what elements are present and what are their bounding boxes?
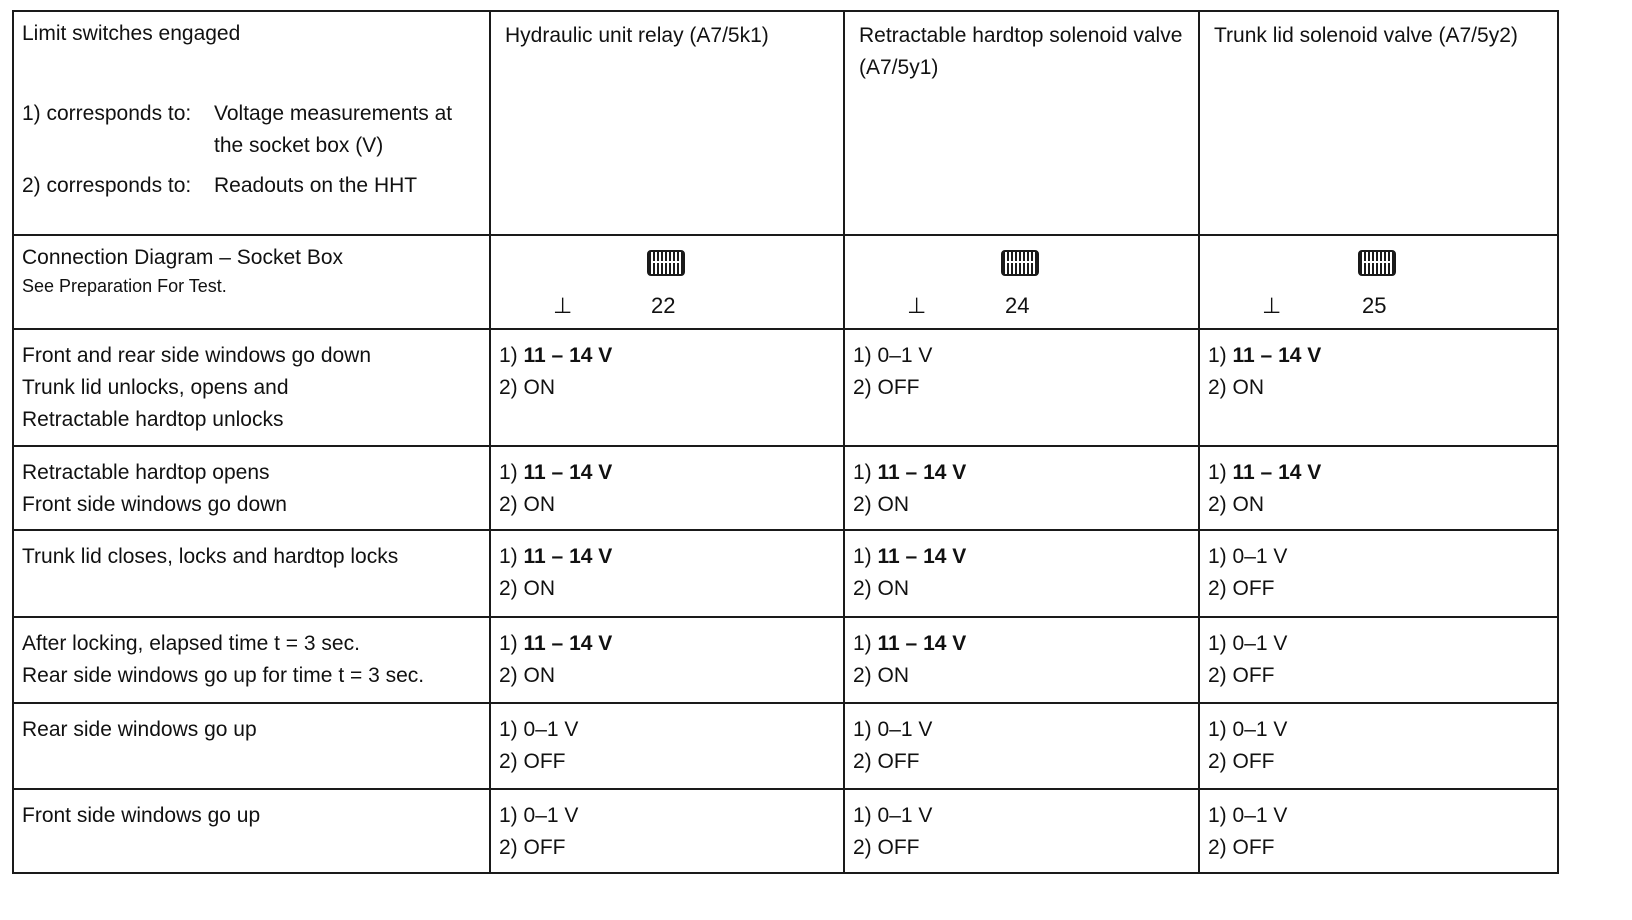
voltage-reading bbox=[853, 628, 1190, 660]
limit-switch-test-table bbox=[12, 10, 1559, 874]
socket-connector-icon bbox=[1001, 250, 1039, 276]
voltage-value: 11 – 14 V bbox=[877, 632, 967, 655]
hht-readout: 2) OFF bbox=[1208, 664, 1275, 687]
connection-title: Connection Diagram – Socket Box bbox=[22, 246, 343, 269]
voltage-value: 11 – 14 V bbox=[523, 344, 613, 367]
reading-cell bbox=[1199, 446, 1558, 530]
voltage-reading bbox=[853, 457, 1190, 489]
condition-line: Retractable hardtop opens bbox=[22, 461, 270, 484]
table-row bbox=[13, 530, 1558, 617]
reading-cell bbox=[844, 446, 1199, 530]
connection-cell-2 bbox=[844, 235, 1199, 329]
pin-number: 24 bbox=[1005, 293, 1030, 318]
reading-cell bbox=[1199, 617, 1558, 703]
voltage-prefix: 1) bbox=[499, 632, 524, 655]
voltage-value: 11 – 14 V bbox=[523, 632, 613, 655]
reading-cell bbox=[1199, 329, 1558, 446]
voltage-prefix: 1) bbox=[853, 344, 878, 367]
hht-readout: 2) ON bbox=[499, 577, 556, 600]
hht-readout: 2) OFF bbox=[853, 836, 920, 859]
voltage-prefix: 1) bbox=[499, 461, 524, 484]
header-row bbox=[13, 11, 1558, 235]
reading-cell bbox=[490, 530, 844, 617]
voltage-value: 0–1 V bbox=[1232, 632, 1288, 655]
condition-cell bbox=[13, 703, 490, 789]
voltage-prefix: 1) bbox=[499, 718, 524, 741]
voltage-prefix: 1) bbox=[1208, 344, 1233, 367]
connection-cell-3 bbox=[1199, 235, 1558, 329]
reading-cell bbox=[844, 703, 1199, 789]
reading-cell bbox=[844, 617, 1199, 703]
reading-cell bbox=[1199, 530, 1558, 617]
hht-readout: 2) OFF bbox=[1208, 836, 1275, 859]
voltage-reading bbox=[853, 800, 1190, 832]
voltage-value: 11 – 14 V bbox=[1232, 461, 1322, 484]
column-header-label: Hydraulic unit relay (A7/5k1) bbox=[505, 24, 769, 47]
column-header-label: Trunk lid solenoid valve (A7/5y2) bbox=[1214, 24, 1518, 47]
reading-cell bbox=[490, 703, 844, 789]
ground-symbol-icon: ⊥ bbox=[553, 293, 573, 318]
legend-note-1 bbox=[22, 98, 481, 162]
socket-connector-icon bbox=[647, 250, 685, 276]
voltage-reading bbox=[499, 714, 835, 746]
voltage-reading bbox=[1208, 457, 1549, 489]
voltage-value: 0–1 V bbox=[523, 718, 579, 741]
reading-cell bbox=[1199, 703, 1558, 789]
condition-line: Rear side windows go up bbox=[22, 718, 257, 741]
connection-row bbox=[13, 235, 1558, 329]
column-header-trunk-valve bbox=[1199, 11, 1558, 235]
voltage-prefix: 1) bbox=[853, 718, 878, 741]
connection-label-cell bbox=[13, 235, 490, 329]
voltage-reading bbox=[499, 800, 835, 832]
voltage-prefix: 1) bbox=[853, 545, 878, 568]
reading-cell bbox=[1199, 789, 1558, 873]
voltage-value: 0–1 V bbox=[1232, 545, 1288, 568]
voltage-prefix: 1) bbox=[853, 804, 878, 827]
voltage-reading bbox=[1208, 800, 1549, 832]
condition-line: Trunk lid unlocks, opens and bbox=[22, 376, 289, 399]
condition-cell bbox=[13, 530, 490, 617]
condition-line: Rear side windows go up for time t = 3 sec. bbox=[22, 664, 425, 687]
ground-symbol-icon: ⊥ bbox=[1262, 293, 1282, 318]
legend-note-2 bbox=[22, 170, 481, 202]
voltage-reading bbox=[1208, 714, 1549, 746]
voltage-reading bbox=[853, 714, 1190, 746]
legend-note-2-key: 2) corresponds to: bbox=[22, 174, 192, 197]
condition-cell bbox=[13, 329, 490, 446]
hht-readout: 2) OFF bbox=[499, 836, 566, 859]
voltage-reading bbox=[499, 541, 835, 573]
voltage-reading bbox=[853, 340, 1190, 372]
voltage-reading bbox=[499, 340, 835, 372]
voltage-value: 11 – 14 V bbox=[877, 545, 967, 568]
reading-cell bbox=[490, 617, 844, 703]
condition-line: Trunk lid closes, locks and hardtop locks bbox=[22, 545, 399, 568]
voltage-value: 11 – 14 V bbox=[877, 461, 967, 484]
voltage-value: 11 – 14 V bbox=[523, 461, 613, 484]
hht-readout: 2) OFF bbox=[853, 750, 920, 773]
hht-readout: 2) ON bbox=[499, 664, 556, 687]
hht-readout: 2) ON bbox=[499, 376, 556, 399]
table-row bbox=[13, 446, 1558, 530]
reading-cell bbox=[490, 789, 844, 873]
voltage-reading bbox=[1208, 628, 1549, 660]
hht-readout: 2) ON bbox=[1208, 493, 1265, 516]
data-rows bbox=[13, 329, 1558, 873]
voltage-prefix: 1) bbox=[1208, 804, 1233, 827]
voltage-reading bbox=[1208, 541, 1549, 573]
voltage-value: 0–1 V bbox=[877, 344, 933, 367]
condition-cell bbox=[13, 617, 490, 703]
legend-note-2-value: Readouts on the HHT bbox=[214, 174, 418, 197]
hht-readout: 2) OFF bbox=[1208, 577, 1275, 600]
reading-cell bbox=[844, 329, 1199, 446]
voltage-value: 11 – 14 V bbox=[523, 545, 613, 568]
condition-line: After locking, elapsed time t = 3 sec. bbox=[22, 632, 360, 655]
voltage-prefix: 1) bbox=[1208, 718, 1233, 741]
column-header-hydraulic-relay bbox=[490, 11, 844, 235]
hht-readout: 2) ON bbox=[853, 493, 910, 516]
table-row bbox=[13, 617, 1558, 703]
voltage-reading bbox=[853, 541, 1190, 573]
hht-readout: 2) ON bbox=[853, 577, 910, 600]
pin-number: 22 bbox=[651, 293, 676, 318]
legend-cell bbox=[13, 11, 490, 235]
condition-line: Front side windows go down bbox=[22, 493, 287, 516]
voltage-prefix: 1) bbox=[499, 344, 524, 367]
pin-number: 25 bbox=[1362, 293, 1387, 318]
condition-cell bbox=[13, 446, 490, 530]
condition-cell bbox=[13, 789, 490, 873]
voltage-value: 0–1 V bbox=[877, 718, 933, 741]
condition-line: Front side windows go up bbox=[22, 804, 261, 827]
voltage-prefix: 1) bbox=[853, 632, 878, 655]
hht-readout: 2) OFF bbox=[1208, 750, 1275, 773]
voltage-prefix: 1) bbox=[499, 545, 524, 568]
voltage-reading bbox=[1208, 340, 1549, 372]
column-header-label: Retractable hardtop solenoid valve (A7/5y1) bbox=[859, 24, 1183, 79]
condition-line: Retractable hardtop unlocks bbox=[22, 408, 284, 431]
hht-readout: 2) ON bbox=[1208, 376, 1265, 399]
column-header-hardtop-valve bbox=[844, 11, 1199, 235]
condition-line: Front and rear side windows go down bbox=[22, 344, 372, 367]
voltage-prefix: 1) bbox=[853, 461, 878, 484]
voltage-value: 0–1 V bbox=[1232, 718, 1288, 741]
hht-readout: 2) OFF bbox=[499, 750, 566, 773]
voltage-prefix: 1) bbox=[499, 804, 524, 827]
voltage-reading bbox=[499, 628, 835, 660]
reading-cell bbox=[844, 530, 1199, 617]
reading-cell bbox=[844, 789, 1199, 873]
connection-subtitle: See Preparation For Test. bbox=[22, 276, 227, 296]
legend-note-1-key: 1) corresponds to: bbox=[22, 102, 192, 125]
table-row bbox=[13, 703, 1558, 789]
voltage-prefix: 1) bbox=[1208, 632, 1233, 655]
voltage-value: 0–1 V bbox=[877, 804, 933, 827]
legend-note-1-value: Voltage measurements at the socket box (V) bbox=[214, 102, 453, 157]
reading-cell bbox=[490, 446, 844, 530]
voltage-value: 0–1 V bbox=[523, 804, 579, 827]
connection-cell-1 bbox=[490, 235, 844, 329]
table-row bbox=[13, 329, 1558, 446]
reading-cell bbox=[490, 329, 844, 446]
legend-title: Limit switches engaged bbox=[22, 22, 241, 45]
voltage-value: 0–1 V bbox=[1232, 804, 1288, 827]
hht-readout: 2) ON bbox=[853, 664, 910, 687]
socket-connector-icon bbox=[1358, 250, 1396, 276]
ground-symbol-icon: ⊥ bbox=[907, 293, 927, 318]
voltage-value: 11 – 14 V bbox=[1232, 344, 1322, 367]
hht-readout: 2) OFF bbox=[853, 376, 920, 399]
hht-readout: 2) ON bbox=[499, 493, 556, 516]
voltage-prefix: 1) bbox=[1208, 545, 1233, 568]
voltage-prefix: 1) bbox=[1208, 461, 1233, 484]
voltage-reading bbox=[499, 457, 835, 489]
table-row bbox=[13, 789, 1558, 873]
